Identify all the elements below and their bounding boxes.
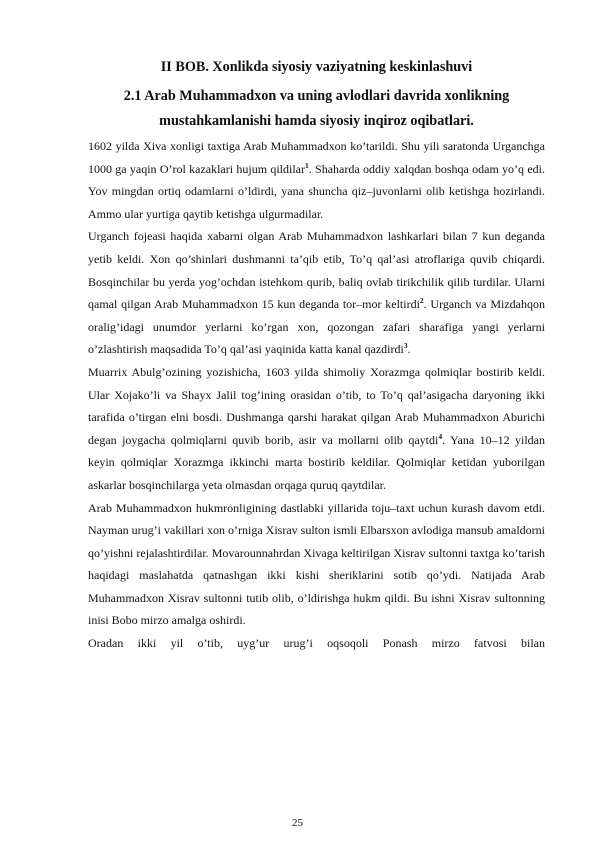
chapter-title: II BOB. Xonlikda siyosiy vaziyatning keskinlashuvi: [160, 59, 473, 75]
page-number: 25: [292, 817, 303, 829]
paragraph-text: . Yana 10–12 yildan keyin qolmiqlar Xorazmga ikkinchi marta bostirib keldilar. Qolmiqlar ketidan yuborilgan askarlar bosqinchilarga yeta olmasdan orqaga quruq qaytdilar.: [88, 432, 546, 492]
paragraph-text: . Shaharda oddiy xalqdan boshqa odam yo’q edi. Yov mingdan ortiq odamlarni o’ldirdi, yana shuncha qiz–juvonlarni olib ketishga hozirlandi. Ammo ular yurtiga qaytib ketishga ulgurmadilar.: [88, 161, 546, 221]
paragraph: [88, 135, 545, 225]
body-text: [88, 135, 545, 655]
footnote-marker[interactable]: 3: [403, 341, 408, 351]
section-title-line-2: mustahkamlanishi hamda siyosiy inqiroz oqibatlari.: [159, 113, 474, 129]
paragraph-text: Urganch fojeasi haqida xabarni olgan Arab Muhammadxon lashkarlari bilan 7 kun deganda yetib keldi. Xon qo’shinlari dushmanni ta’qib etib, To’q qal’asi atroflariga quvib chiqardi. Bosqinchilar bu yerda yog’ochdan istehkom qurib, baliq ovlab tirikchilik qilib turdilar. Ularni qamal qilgan Arab Muhammadxon 15 kun deganda tor–mor keltirdi: [88, 229, 545, 312]
section-title: [88, 84, 545, 134]
paragraph: [88, 632, 545, 655]
paragraph: [88, 497, 545, 633]
footnote-marker[interactable]: 4: [438, 431, 443, 441]
paragraph-text: Muarrix Abulg’ozining yozishicha, 1603 yilda shimoliy Xorazmga qolmiqlar bostirib keldi. Ular Xojako’li va Shayx Jalil tog’ining orasidan o’tib, to To’q qal’asigacha daryoning ikki tarafida o’tirgan elni bosdi. Dushmanga qarshi harakat qilgan Arab Muhammadxon Aburichi degan joygacha qolmiqlarni quvib borib, asir va mollarni olib qaytdi: [88, 364, 545, 447]
paragraph-text: Arab Muhammadxon hukmronligining dastlabki yillarida toju–taxt uchun kurash davom etdi. Nayman urug’i vakillari xon o’rniga Xisrav sulton ismli Elbarsxon avlodiga mansub amaldorni qo’yishni rejalashtirdilar. Movarounnahrdan Xivaga keltirilgan Xisrav sultonni taxtga ko’tarish haqidagi maslahatda qatnashgan ikki kishi sheriklarini sotib qo’ydi. Natijada Arab Muhammadxon Xisrav sultonni tutib olib, o’ldirishga hukm qildi. Bu ishni Xisrav sultonning inisi Bobo mirzo amalga oshirdi.: [88, 500, 545, 628]
section-title-line-1: 2.1 Arab Muhammadxon va uning avlodlari davrida xonlikning: [123, 88, 510, 104]
footnote-marker[interactable]: 2: [419, 296, 424, 306]
document-page: [88, 58, 545, 655]
paragraph: [88, 225, 545, 361]
paragraph-text: 1602 yilda Xiva xonligi taxtiga Arab Muhammadxon ko’tarildi. Shu yili saratonda Urganchga 1000 ga yaqin O’rol kazaklari hujum qildilar: [88, 139, 545, 176]
footnote-marker[interactable]: 1: [304, 160, 309, 170]
paragraph-text: Oradan ikki yil o’tib, uyg’ur urug’i oqsoqoli Ponash mirzo fatvosi bilan: [88, 636, 545, 651]
paragraph-text: .: [407, 342, 411, 357]
paragraph-text: . Urganch va Mizdahqon oralig’idagi unumdor yerlarni ko’rgan xon, qozongan zafari sharafiga yangi yerlarni o’zlashtirish maqsadida To’q qal’asi yaqinida katta kanal qazdirdi: [88, 297, 545, 357]
paragraph: [88, 361, 545, 497]
